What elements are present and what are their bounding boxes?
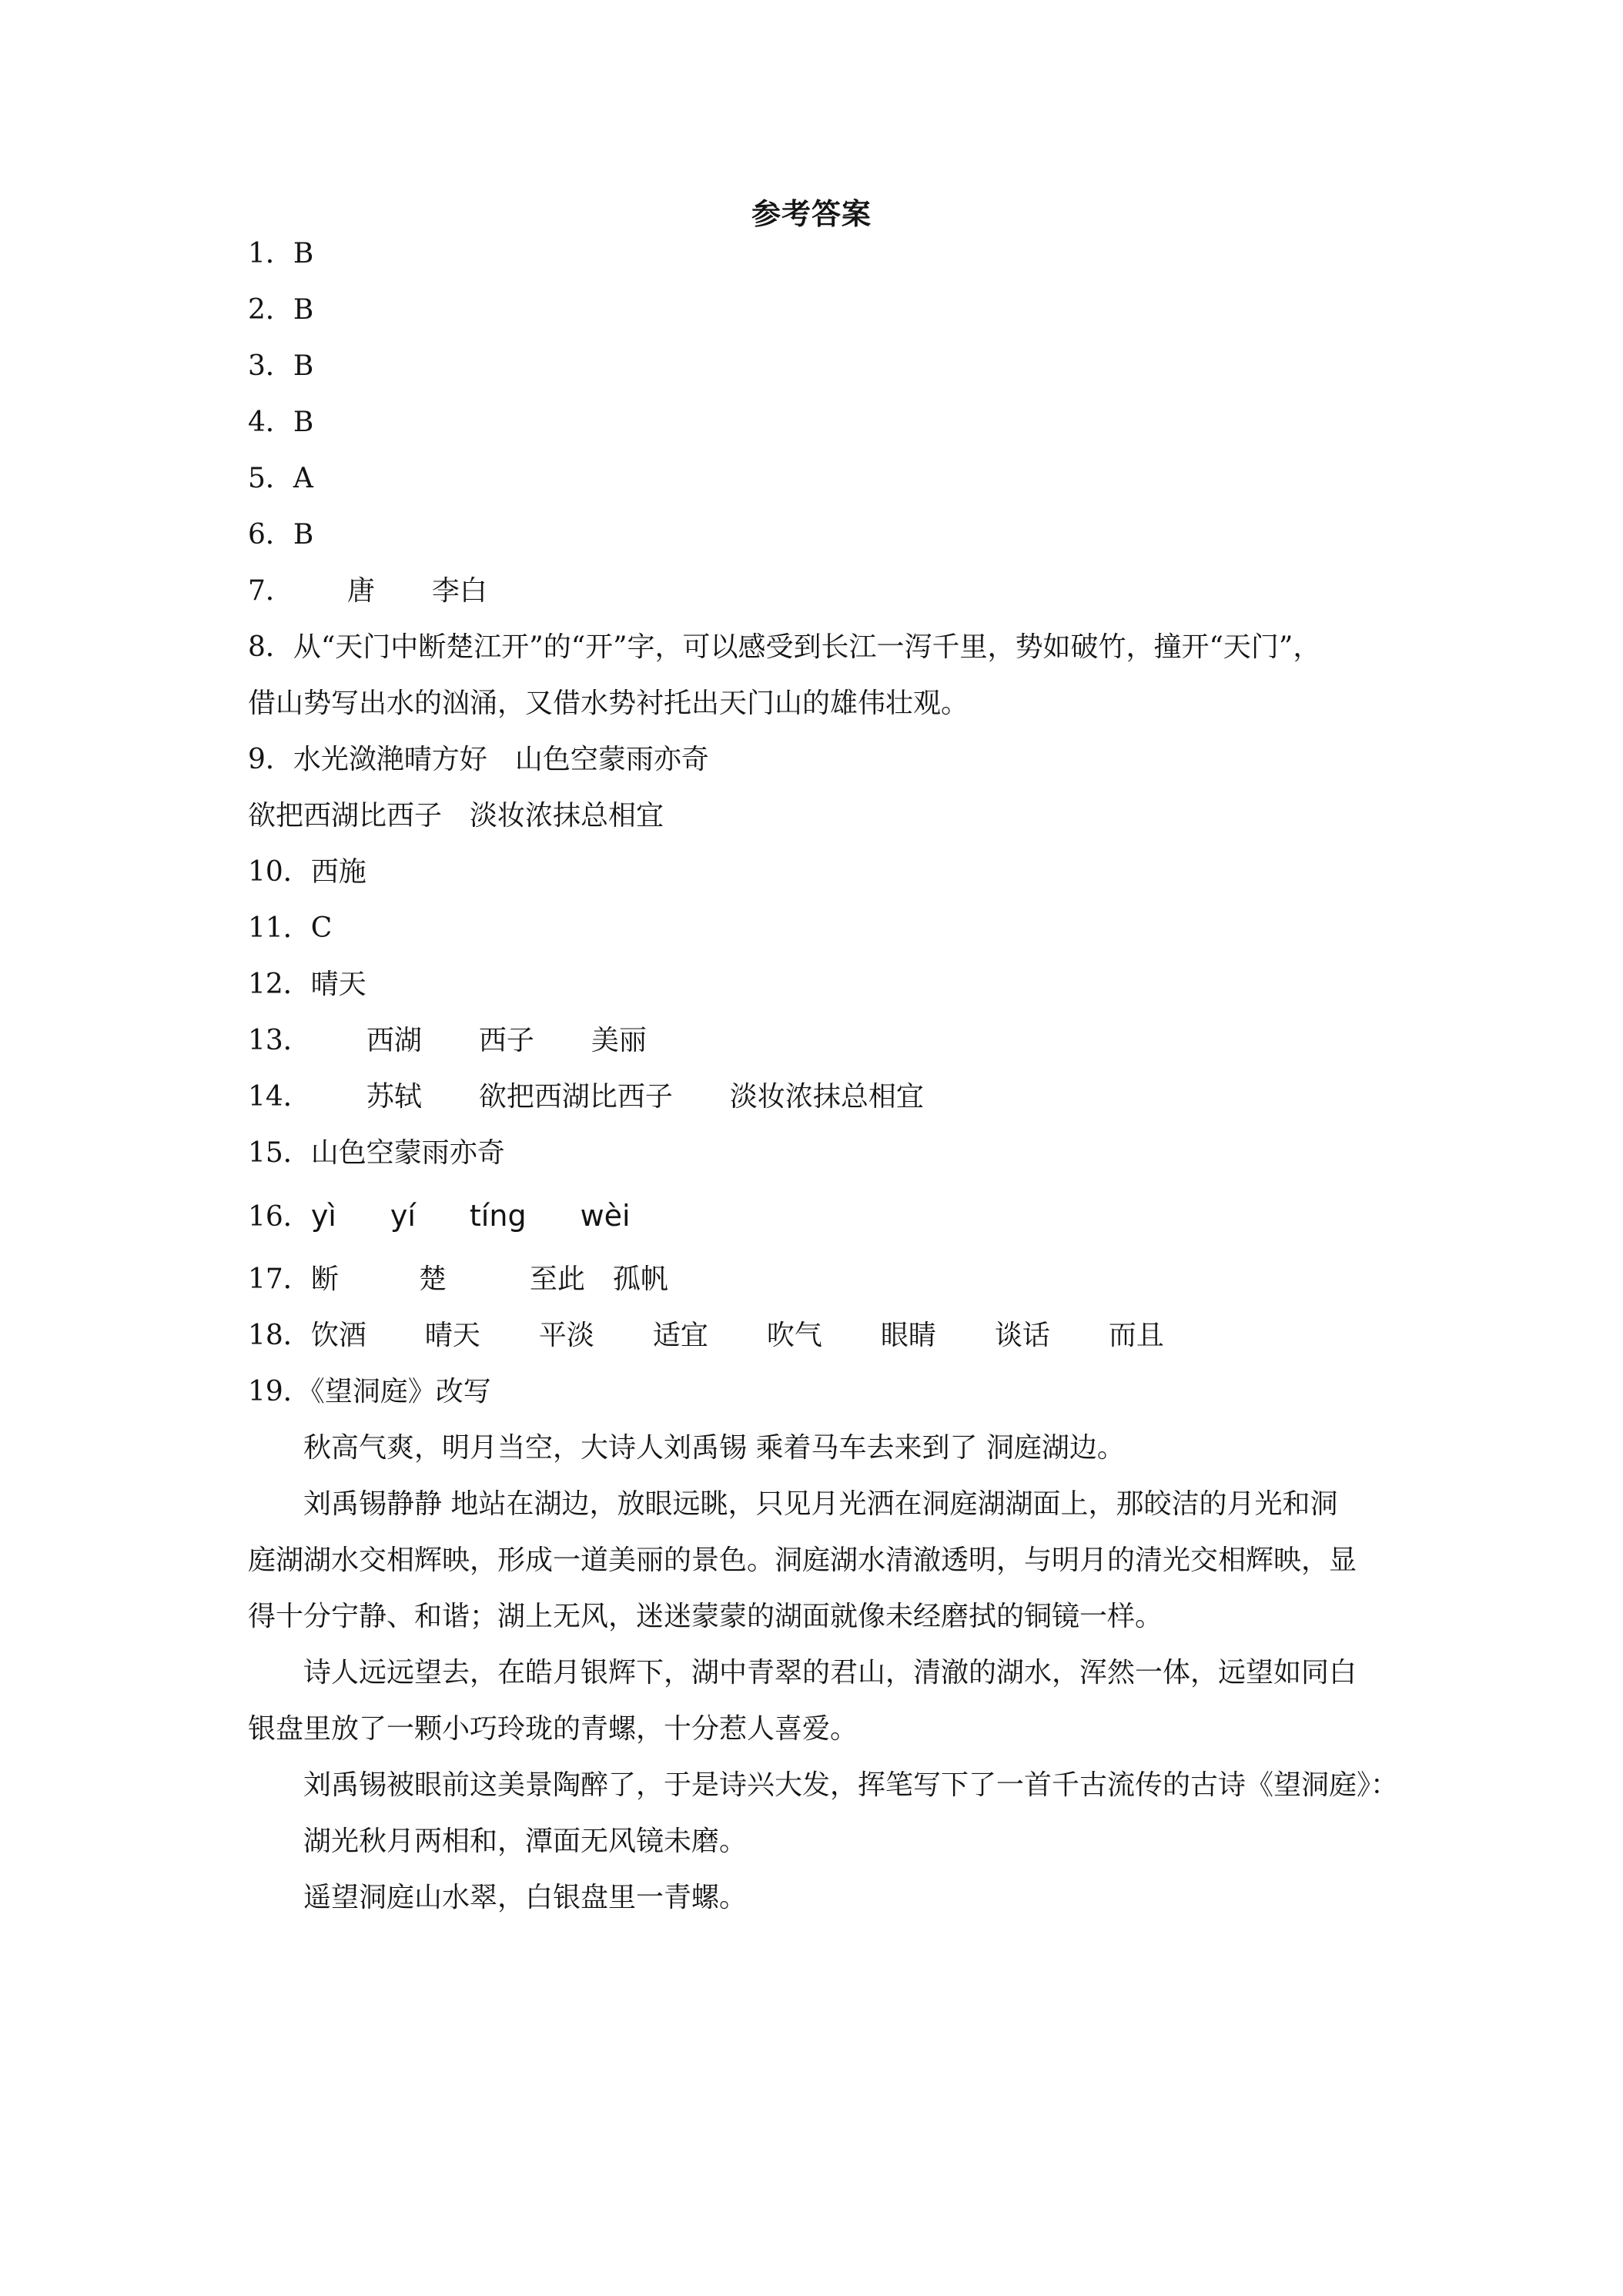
answer-number: 14． (248, 1081, 311, 1113)
essay-paragraph-2-line-1: 刘禹锡静静 地站在湖边，放眼远眺，只见月光洒在洞庭湖湖面上，那皎洁的月光和洞 (303, 1488, 1338, 1520)
answer-item: 谈话 (994, 1320, 1050, 1351)
pinyin-item: yì (310, 1199, 336, 1233)
answer-number: 18． (248, 1320, 311, 1351)
answer-4: 4．B (248, 407, 314, 438)
poem-line: 水光潋滟晴方好 (293, 744, 487, 775)
poem-line: 欲把西湖比西子 (248, 800, 443, 832)
essay-paragraph-2-line-2: 庭湖湖水交相辉映，形成一道美丽的景色。洞庭湖水清澈透明，与明月的清光交相辉映，显 (248, 1545, 1357, 1576)
answer-item: 至此 (529, 1263, 585, 1295)
poem-line: 山色空蒙雨亦奇 (514, 744, 709, 775)
answer-item: 眼睛 (880, 1320, 936, 1351)
answer-14 (248, 1077, 1403, 1117)
answer-6: 6．B (248, 519, 314, 551)
answer-2: 2．B (248, 294, 314, 326)
poem-line-2: 遥望洞庭山水翠，白银盘里一青螺。 (303, 1882, 748, 1913)
answer-item: 西湖 (366, 1025, 422, 1056)
essay-paragraph-3-line-2: 银盘里放了一颗小巧玲珑的青螺，十分惹人喜爱。 (248, 1713, 858, 1745)
answer-item: 苏轼 (366, 1081, 422, 1113)
essay-paragraph-3-line-1: 诗人远远望去，在皓月银辉下，湖中青翠的君山，清澈的湖水，浑然一体，远望如同白 (303, 1657, 1357, 1689)
essay-paragraph-4: 刘禹锡被眼前这美景陶醉了，于是诗兴大发，挥笔写下了一首千古流传的古诗《望洞庭》： (303, 1769, 1399, 1801)
answer-11: 11．C (248, 912, 333, 944)
answer-item: 西子 (478, 1025, 534, 1056)
answer-1: 1．B (248, 238, 314, 269)
answer-9-line-1 (248, 740, 1403, 780)
answer-15: 15．山色空蒙雨亦奇 (248, 1137, 505, 1169)
answer-number: 16． (248, 1201, 311, 1233)
answer-10: 10．西施 (248, 856, 366, 888)
essay-paragraph-1: 秋高气爽，明月当空，大诗人刘禹锡 乘着马车去来到了 洞庭湖边。 (303, 1432, 1125, 1464)
answer-5: 5．A (248, 463, 313, 494)
pinyin-item: tíng (469, 1199, 527, 1233)
answer-item: 李白 (431, 575, 487, 607)
answer-3: 3．B (248, 350, 314, 382)
answer-number: 9． (248, 744, 293, 775)
answer-item: 吹气 (766, 1320, 822, 1351)
answer-number: 7． (248, 575, 293, 607)
answer-item: 晴天 (424, 1320, 480, 1351)
answer-7 (248, 571, 1403, 611)
answer-9-line-2 (248, 796, 1403, 836)
answer-13 (248, 1021, 1403, 1061)
answer-item: 欲把西湖比西子 (478, 1081, 673, 1113)
answer-17 (248, 1260, 1403, 1300)
page-title: 参考答案 (751, 196, 872, 231)
essay-paragraph-2-line-3: 得十分宁静、和谐；湖上无风，迷迷蒙蒙的湖面就像未经磨拭的铜镜一样。 (248, 1601, 1163, 1632)
answer-8-line-2: 借山势写出水的汹涌，又借水势衬托出天门山的雄伟壮观。 (248, 688, 969, 719)
pinyin-item: wèi (580, 1199, 631, 1233)
pinyin-item: yí (390, 1199, 416, 1233)
answer-item: 唐 (346, 575, 375, 607)
poem-line: 淡妆浓抹总相宜 (470, 800, 664, 832)
answer-item: 楚 (418, 1263, 447, 1295)
answer-number: 13． (248, 1025, 311, 1056)
answer-item: 而且 (1108, 1320, 1164, 1351)
answer-item: 适宜 (652, 1320, 708, 1351)
answer-18 (248, 1316, 1403, 1356)
answer-item: 断 (310, 1263, 339, 1295)
answer-number: 17． (248, 1263, 311, 1295)
answer-12: 12．晴天 (248, 969, 366, 1000)
answer-item: 平淡 (538, 1320, 594, 1351)
answer-16 (248, 1196, 1403, 1237)
answer-8-line-1: 8．从“天门中断楚江开”的“开”字，可以感受到长江一泻千里，势如破竹，撞开“天门”， (248, 631, 1321, 663)
answer-item: 美丽 (591, 1025, 647, 1056)
poem-line-1: 湖光秋月两相和，潭面无风镜未磨。 (303, 1826, 748, 1857)
answer-item: 饮酒 (310, 1320, 366, 1351)
answer-item: 淡妆浓抹总相宜 (729, 1081, 924, 1113)
answer-19-heading: 19．《望洞庭》改写 (248, 1376, 491, 1407)
answer-item: 孤帆 (612, 1263, 668, 1295)
